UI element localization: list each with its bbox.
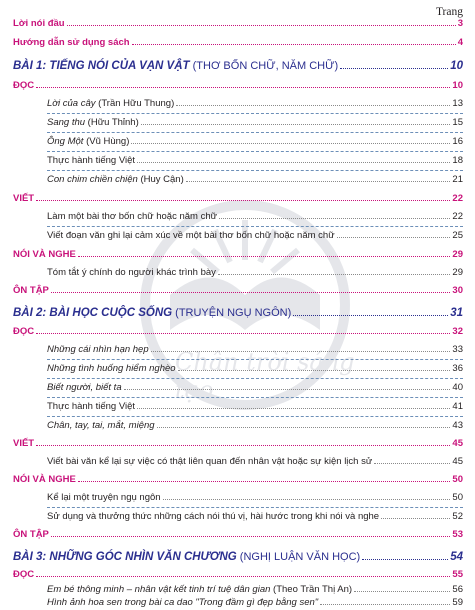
section-page: 45 <box>452 438 463 449</box>
divider <box>47 113 463 114</box>
leader-dots <box>36 333 450 334</box>
item-text: Viết đoạn văn ghi lại cảm xúc về một bài thơ bốn chữ hoặc năm chữ <box>47 230 335 241</box>
leader-dots <box>131 143 450 144</box>
leader-dots <box>362 559 448 560</box>
item-page: 36 <box>452 363 463 374</box>
leader-dots <box>218 274 451 275</box>
leader-dots <box>354 591 450 592</box>
leader-dots <box>78 256 451 257</box>
item-page: 29 <box>452 267 463 278</box>
item-text: Sử dụng và thưởng thức những cách nói thú vị, hài hước trong khi nói và nghe <box>47 511 380 522</box>
leader-dots <box>293 315 448 316</box>
lesson-3-header[interactable] <box>0 551 475 563</box>
toc-item[interactable] <box>0 597 475 608</box>
section-label: ĐỌC <box>13 569 35 580</box>
item-title: Em bé thông minh – nhân vật kết tinh trí tuệ dân gian <box>47 584 271 595</box>
entry-label: Lời nói đầu <box>13 18 65 29</box>
section-label: ĐỌC <box>13 326 35 337</box>
item-page: 13 <box>452 98 463 109</box>
leader-dots <box>51 536 451 537</box>
item-title: Hình ảnh hoa sen trong bài ca dao "Trong đầm gì đẹp bằng sen" <box>47 597 319 608</box>
toc-item[interactable] <box>0 267 475 278</box>
section-page: 53 <box>452 529 463 540</box>
divider <box>47 151 463 152</box>
section-noi-va-nghe[interactable] <box>0 474 475 485</box>
item-author: (Huy Cận) <box>137 174 184 185</box>
toc-item[interactable] <box>0 456 475 467</box>
divider <box>47 507 463 508</box>
section-label: VIẾT <box>13 193 35 204</box>
leader-dots <box>186 181 451 182</box>
lesson-title <box>13 307 291 319</box>
leader-dots <box>36 200 450 201</box>
item-page: 21 <box>452 174 463 185</box>
item-title: Lời của cây <box>47 98 96 109</box>
toc-item[interactable] <box>0 230 475 241</box>
item-title: Biết người, biết ta <box>47 382 122 393</box>
divider <box>47 416 463 417</box>
toc-item[interactable] <box>0 174 475 185</box>
item-title: Những cái nhìn hạn hẹp <box>47 344 149 355</box>
leader-dots <box>340 68 448 69</box>
section-page: 22 <box>452 193 463 204</box>
divider <box>47 397 463 398</box>
divider <box>47 132 463 133</box>
section-page: 55 <box>452 569 463 580</box>
toc-item[interactable] <box>0 511 475 522</box>
item-page: 22 <box>452 211 463 222</box>
leader-dots <box>178 370 451 371</box>
section-label: ĐỌC <box>13 80 35 91</box>
divider <box>47 359 463 360</box>
item-page: 16 <box>452 136 463 147</box>
leader-dots <box>374 463 450 464</box>
section-viet[interactable] <box>0 193 475 204</box>
toc-item[interactable] <box>0 382 475 393</box>
section-noi-va-nghe[interactable] <box>0 249 475 260</box>
leader-dots <box>141 124 451 125</box>
item-author: (Trần Hữu Thung) <box>95 98 175 109</box>
item-page: 25 <box>452 230 463 241</box>
leader-dots <box>132 44 456 45</box>
leader-dots <box>36 445 450 446</box>
toc-item[interactable] <box>0 117 475 128</box>
lesson-page: 54 <box>450 551 463 563</box>
lesson-page: 10 <box>450 60 463 72</box>
section-doc[interactable] <box>0 326 475 337</box>
item-title: Thực hành tiếng Việt <box>47 401 136 412</box>
section-label: ÔN TẬP <box>13 529 49 540</box>
item-title: Con chim chiền chiện <box>47 174 138 185</box>
leader-dots <box>151 351 451 352</box>
toc-item[interactable] <box>0 211 475 222</box>
section-page: 32 <box>452 326 463 337</box>
section-doc[interactable] <box>0 569 475 580</box>
lesson-1-header[interactable] <box>0 60 475 72</box>
item-page: 41 <box>452 401 463 412</box>
section-viet[interactable] <box>0 438 475 449</box>
item-page: 45 <box>452 456 463 467</box>
toc-entry-huong-dan[interactable] <box>0 37 475 48</box>
section-doc[interactable] <box>0 80 475 91</box>
item-text: Tóm tắt ý chính do người khác trình bày <box>47 267 216 278</box>
leader-dots <box>157 427 451 428</box>
leader-dots <box>51 292 451 293</box>
lesson-title <box>13 60 338 72</box>
leader-dots <box>67 25 456 26</box>
item-page: 56 <box>452 584 463 595</box>
toc-item[interactable] <box>0 401 475 412</box>
leader-dots <box>337 237 451 238</box>
item-text: Kể lại một truyện ngụ ngôn <box>47 492 161 503</box>
leader-dots <box>36 576 450 577</box>
entry-label: Hướng dẫn sử dụng sách <box>13 37 130 48</box>
leader-dots <box>176 105 450 106</box>
leader-dots <box>219 218 450 219</box>
leader-dots <box>163 499 451 500</box>
toc-item[interactable] <box>0 136 475 147</box>
toc-item[interactable] <box>0 344 475 355</box>
section-page: 50 <box>452 474 463 485</box>
item-page: 50 <box>452 492 463 503</box>
toc-item[interactable] <box>0 155 475 166</box>
lesson-genre: (TRUYỆN NGỤ NGÔN) <box>172 307 292 319</box>
lesson-title-text: BÀI 2: BÀI HỌC CUỘC SỐNG <box>13 307 173 319</box>
item-title: Sang thu <box>47 117 86 128</box>
leader-dots <box>137 408 450 409</box>
toc-item[interactable] <box>0 492 475 503</box>
divider <box>47 226 463 227</box>
toc-item[interactable] <box>0 420 475 431</box>
leader-dots <box>381 518 450 519</box>
toc-item[interactable] <box>0 584 475 595</box>
leader-dots <box>137 162 450 163</box>
item-text: Làm một bài thơ bốn chữ hoặc năm chữ <box>47 211 217 222</box>
section-on-tap[interactable] <box>0 529 475 540</box>
toc-item[interactable] <box>0 363 475 374</box>
divider <box>47 378 463 379</box>
section-label: NÓI VÀ NGHE <box>13 249 76 260</box>
item-text: Viết bài văn kể lại sự việc có thật liên quan đến nhân vật hoặc sự kiện lịch sử <box>47 456 373 467</box>
leader-dots <box>36 87 450 88</box>
page-column-header: Trang <box>435 6 463 18</box>
toc-entry-loi-noi-dau[interactable] <box>0 18 475 29</box>
item-page: 52 <box>452 511 463 522</box>
lesson-2-header[interactable] <box>0 307 475 319</box>
lesson-title-text: BÀI 1: TIẾNG NÓI CỦA VẠN VẬT <box>13 60 190 72</box>
section-label: VIẾT <box>13 438 35 449</box>
item-page: 43 <box>452 420 463 431</box>
section-page: 29 <box>452 249 463 260</box>
item-page: 59 <box>452 597 463 608</box>
divider <box>47 170 463 171</box>
section-label: NÓI VÀ NGHE <box>13 474 76 485</box>
leader-dots <box>124 389 451 390</box>
lesson-page: 31 <box>450 307 463 319</box>
entry-page: 4 <box>457 37 463 48</box>
section-label: ÔN TẬP <box>13 285 49 296</box>
item-author: (Hữu Thỉnh) <box>85 117 139 128</box>
leader-dots <box>320 604 450 605</box>
entry-page: 3 <box>457 18 463 29</box>
lesson-title <box>13 551 360 563</box>
leader-dots <box>78 481 451 482</box>
section-page: 10 <box>452 80 463 91</box>
item-title: Ông Một <box>47 136 84 147</box>
item-page: 15 <box>452 117 463 128</box>
item-page: 33 <box>452 344 463 355</box>
item-title: Thực hành tiếng Việt <box>47 155 136 166</box>
toc-item[interactable] <box>0 98 475 109</box>
section-on-tap[interactable] <box>0 285 475 296</box>
item-author: (Theo Trần Thị An) <box>270 584 353 595</box>
item-page: 18 <box>452 155 463 166</box>
item-author: (Vũ Hùng) <box>83 136 130 147</box>
item-page: 40 <box>452 382 463 393</box>
item-title: Những tình huống hiểm nghèo <box>47 363 176 374</box>
section-page: 30 <box>452 285 463 296</box>
lesson-title-text: BÀI 3: NHỮNG GÓC NHÌN VĂN CHƯƠNG <box>13 551 237 563</box>
item-title: Chân, tay, tai, mắt, miệng <box>47 420 155 431</box>
lesson-genre: (NGHỊ LUẬN VĂN HỌC) <box>236 551 361 563</box>
watermark-text: Chân trời sáng tạo <box>175 348 355 404</box>
lesson-genre: (THƠ BỐN CHỮ, NĂM CHỮ) <box>189 60 339 72</box>
